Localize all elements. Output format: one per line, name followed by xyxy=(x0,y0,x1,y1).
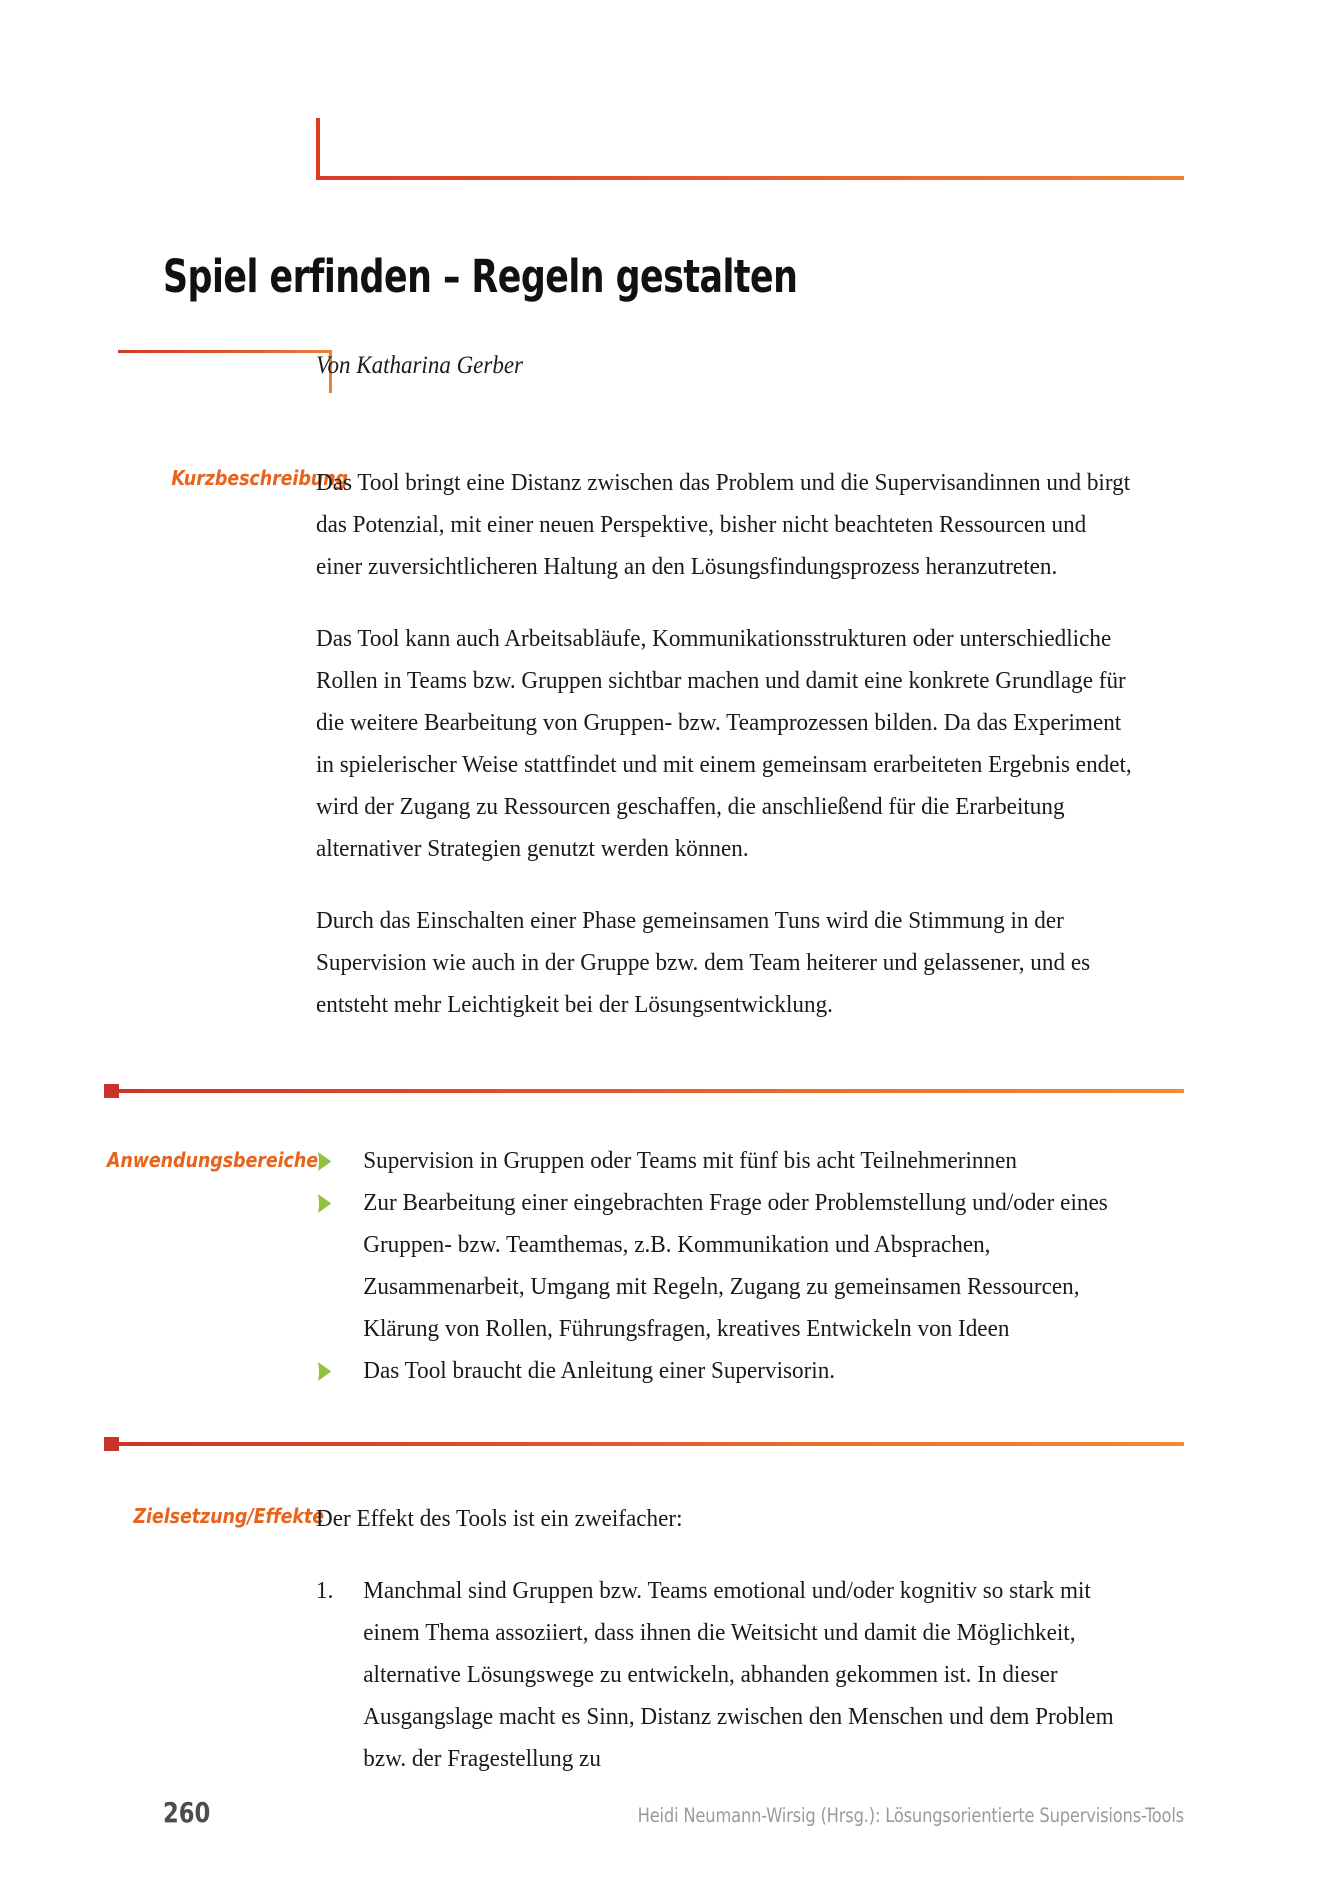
header-rule-vertical xyxy=(316,118,320,178)
paragraph: Das Tool bringt eine Distanz zwischen das Problem und die Supervisandinnen und birgt das Potenzial, mit einer neuen Perspektive, bisher nicht beachteten Ressourcen und einer zuversichtlicheren Haltung an den Lösungsfindungsprozess heranzutreten. xyxy=(316,469,1131,580)
page-number: 260 xyxy=(163,1796,211,1829)
author-byline: Von Katharina Gerber xyxy=(316,352,523,379)
paragraph: Der Effekt des Tools ist ein zweifacher: xyxy=(316,1505,683,1532)
paragraph: Das Tool kann auch Arbeitsabläufe, Kommunikationsstrukturen oder unterschiedliche Rollen in Teams bzw. Gruppen sichtbar machen und damit eine konkrete Grundlage für die weitere Bearbeitung von Gruppen- bzw. Teamprozessen bilden. Da das Experiment in spielerischer Weise stattfindet und mit einem gemeinsam erarbeiteten Ergebnis endet, wird der Zugang zu Ressourcen geschaffen, die anschließend für die Erarbeitung alternativer Strategien genutzt werden können. xyxy=(316,625,1132,862)
arrow-bullet-icon xyxy=(316,1361,332,1382)
section-divider-1 xyxy=(104,1084,1184,1098)
list-item-text: Zur Bearbeitung einer eingebrachten Frage oder Problemstellung und/oder eines Gruppen- bzw. Teamthemas, z.B. Kommunikation und Absprachen, Zusammenarbeit, Umgang mit Regeln, Zugang zu gemeinsamen Ressourcen, Klärung von Rollen, Führungsfragen, kreatives Entwickeln von Ideen xyxy=(363,1189,1108,1342)
list-item xyxy=(316,1570,1136,1780)
application-areas-list xyxy=(316,1140,1136,1392)
divider-cap xyxy=(104,1437,119,1451)
list-item-text: Manchmal sind Gruppen bzw. Teams emotional und/oder kognitiv so stark mit einem Thema assoziiert, dass ihnen die Weitsicht und damit die Möglichkeit, alternative Lösungswege zu entwickeln, abhanden gekommen ist. In dieser Ausgangslage macht es Sinn, Distanz zwischen den Menschen und dem Problem bzw. der Fragestellung zu xyxy=(363,1577,1114,1772)
section-label-kurzbeschreibung: Kurzbeschreibung xyxy=(171,466,348,490)
header-rule-horizontal xyxy=(316,176,1184,180)
section-label-zielsetzung-effekte: Zielsetzung/Effekte xyxy=(133,1504,324,1528)
section-body-zielsetzung-effekte xyxy=(316,1498,1136,1780)
divider-line xyxy=(119,1442,1184,1446)
section-body-kurzbeschreibung xyxy=(316,462,1136,1026)
divider-cap xyxy=(104,1084,119,1098)
list-item xyxy=(316,1350,1136,1392)
header-corner-rule xyxy=(316,118,1184,180)
page-title: Spiel erfinden – Regeln gestalten xyxy=(163,250,798,304)
list-item xyxy=(316,1140,1136,1182)
byline-corner-rule xyxy=(118,350,332,406)
list-item-text: Das Tool braucht die Anleitung einer Supervisorin. xyxy=(363,1357,836,1384)
running-head: Heidi Neumann-Wirsig (Hrsg.): Lösungsorientierte Supervisions-Tools xyxy=(637,1804,1184,1827)
section-body-anwendungsbereiche xyxy=(316,1140,1136,1392)
paragraph: Durch das Einschalten einer Phase gemeinsamen Tuns wird die Stimmung in der Supervision wie auch in der Gruppe bzw. dem Team heiterer und gelassener, und es entsteht mehr Leichtigkeit bei der Lösungsentwicklung. xyxy=(316,907,1091,1018)
divider-line xyxy=(119,1089,1184,1093)
section-label-anwendungsbereiche: Anwendungsbereiche xyxy=(106,1148,318,1172)
section-divider-2 xyxy=(104,1437,1184,1451)
list-item-number: 1. xyxy=(316,1577,334,1604)
list-item xyxy=(316,1182,1136,1350)
list-item-text: Supervision in Gruppen oder Teams mit fünf bis acht Teilnehmerinnen xyxy=(363,1147,1017,1174)
byline-rule-horizontal xyxy=(118,350,332,353)
effects-numbered-list xyxy=(316,1570,1136,1780)
arrow-bullet-icon xyxy=(316,1151,332,1172)
arrow-bullet-icon xyxy=(316,1193,332,1214)
